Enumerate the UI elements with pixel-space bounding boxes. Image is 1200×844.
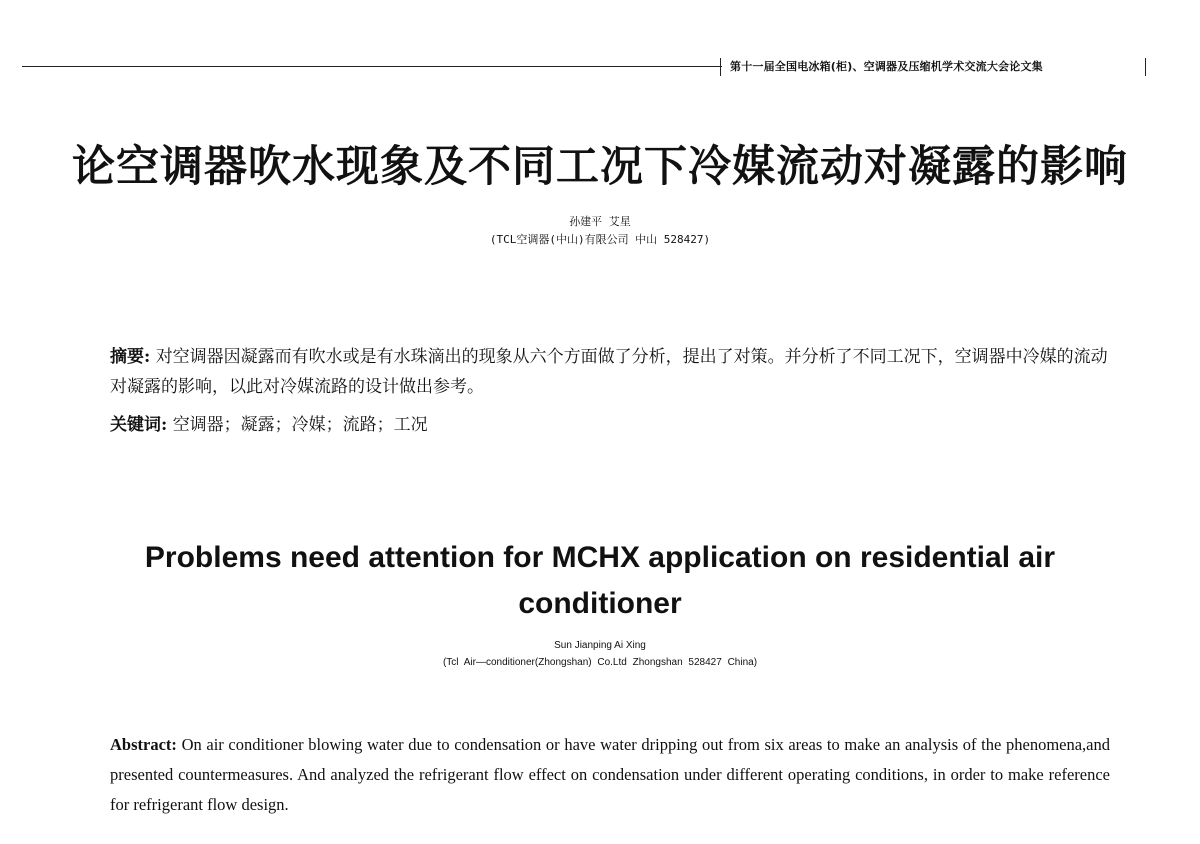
english-abstract-label: Abstract: <box>110 735 177 754</box>
english-authors: Sun Jianping Ai Xing <box>554 640 646 651</box>
chinese-keywords-label: 关键词: <box>110 415 168 435</box>
chinese-abstract <box>110 342 1110 402</box>
chinese-affiliation: (TCL空调器(中山)有限公司 中山 528427) <box>489 233 711 246</box>
english-abstract <box>110 730 1110 820</box>
chinese-keywords <box>110 411 1110 439</box>
header-rule <box>22 66 722 67</box>
proceedings-header: 第十一届全国电冰箱(柜)、空调器及压缩机学术交流大会论文集 <box>730 60 1043 73</box>
chinese-abstract-text: 对空调器因凝露而有吹水或是有水珠滴出的现象从六个方面做了分析，提出了对策。并分析了不同工况下，空调器中冷媒的流动对凝露的影响，以此对冷媒流路的设计做出参考。 <box>110 347 1108 397</box>
chinese-authors: 孙建平 艾星 <box>569 215 631 228</box>
header-divider <box>720 58 721 76</box>
chinese-keywords-text: 空调器；凝露；冷媒；流路；工况 <box>172 415 428 435</box>
chinese-abstract-label: 摘要: <box>110 347 151 367</box>
english-title: Problems need attention for MCHX application on residential air conditioner <box>144 541 1056 620</box>
chinese-title: 论空调器吹水现象及不同工况下冷媒流动对凝露的影响 <box>72 142 1128 192</box>
header-divider-end <box>1145 58 1146 76</box>
english-affiliation: (Tcl Air—conditioner(Zhongshan) Co.Ltd Zhongshan 528427 China) <box>442 657 758 668</box>
english-abstract-text: On air conditioner blowing water due to condensation or have water dripping out from six areas to make an analysis of the phenomena,and presented countermeasures. And analyzed the refrigerant flow effect on condensation under different operating conditions, in order to make reference for refrigerant flow design. <box>110 735 1110 814</box>
